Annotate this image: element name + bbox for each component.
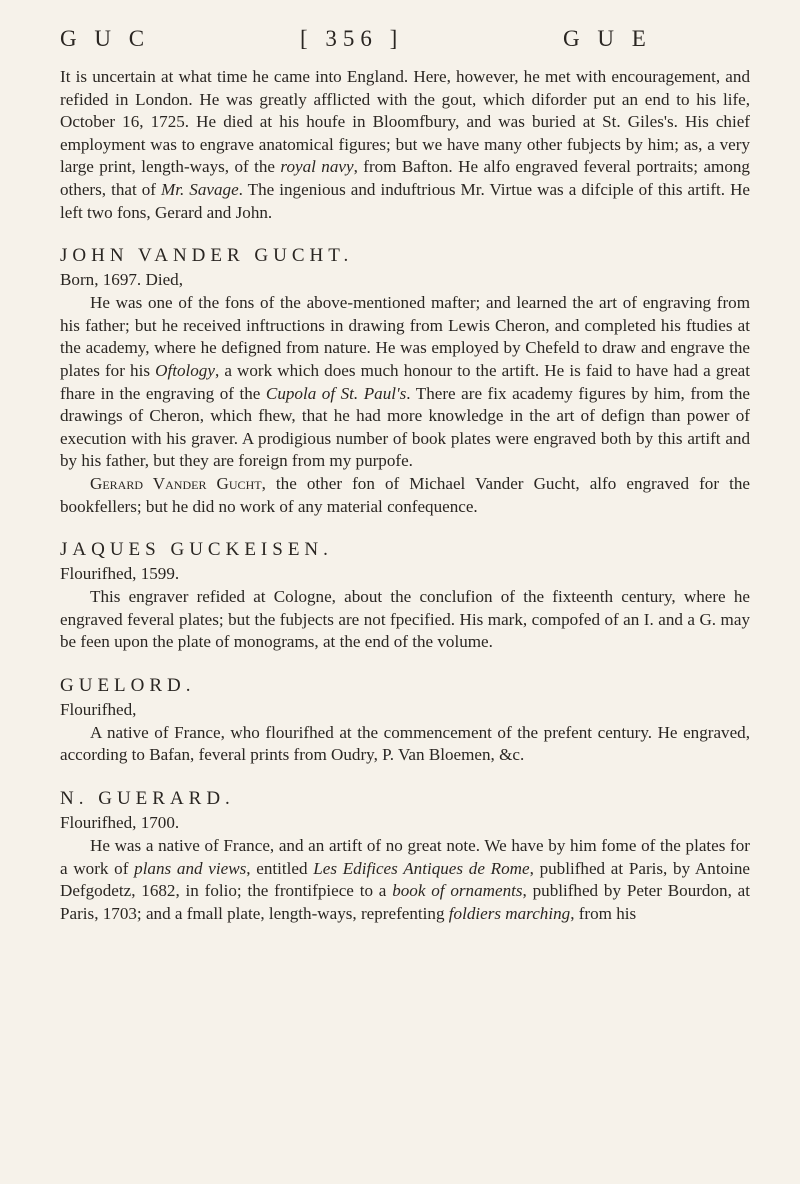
plans-views-title: plans and views	[134, 858, 247, 878]
osteology-title: Oftology	[155, 360, 215, 380]
entry-heading-jaques: JAQUES GUCKEISEN.	[60, 539, 333, 561]
header-left: G U C	[60, 26, 151, 51]
entry-text-john: He was one of the fons of the above-mentioned mafter; and learned the art of engraving from his father; but he received inftructions in drawing from Lewis Cheron, and completed his ftudies at the academy, where he defigned from nature. He was employed by Chefeld to draw and engrave the plates for his Oftology, a work which does much honour to the artift. He is faid to have had a great fhare in the engraving of the Cupola of St. Paul's. There are fix academy figures by him, from the drawings of Cheron, which fhew, that he had more knowledge in the art of defign than power of execution with his graver. A prodigious number of book plates were engraved both by this artift and by his father, but they are foreign from my purpofe.	[60, 293, 750, 471]
mr-savage-title: Mr. Savage	[161, 179, 239, 199]
entry-heading-john: JOHN VANDER GUCHT.	[60, 245, 354, 267]
ornaments-title: book of ornaments	[392, 881, 523, 901]
gerard-name: Gerard Vander Gucht	[90, 473, 262, 493]
entry-dates-john: Born, 1697. Died,	[60, 270, 183, 290]
intro-paragraph: It is uncertain at what time he came into England. Here, however, he met with encouragement, and refided in London. He was greatly afflicted with the gout, which diforder put an end to his life, October 16, 1725. He died at his houfe in Bloomfbury, and was buried at St. Giles's. His chief employment was to engrave anatomical figures; but we have many other fubjects by him; as, a very large print, length-ways, of the royal navy, from Bafton. He alfo engraved feveral portraits; among others, that of Mr. Savage. The ingenious and induftrious Mr. Virtue was a difciple of this artift. He left two fons, Gerard and John.	[60, 67, 751, 222]
soldiers-title: foldiers marching	[448, 903, 571, 923]
entry-dates-jaques: Flourifhed, 1599.	[60, 564, 180, 584]
page-number: [ 356 ]	[300, 26, 404, 51]
entry-text-guelord: A native of France, who flourifhed at the commencement of the prefent century. He engraved, according to Bafan, feveral prints from Oudry, P. Van Bloemen, &c.	[60, 722, 750, 765]
entry-text-guerard: He was a native of France, and an artift of no great note. We have by him fome of the plates for a work of plans and views, entitled Les Edifices Antiques de Rome, publifhed at Paris, by Antoine Defgodetz, 1682, in folio; the frontifpiece to a book of ornaments, publifhed by Peter Bourdon, at Paris, 1703; and a fmall plate, length-ways, reprefenting foldiers marching, from his	[60, 836, 751, 923]
entry-text-jaques: This engraver refided at Cologne, about the conclufion of the fixteenth century, where he engraved feveral plates; but the fubjects are not fpecified. His mark, compofed of an I. and a G. may be feen upon the plate of monograms, at the end of the volume.	[60, 587, 750, 652]
edifices-title: Les Edifices Antiques de Rome	[313, 858, 530, 878]
running-header	[0, 26, 800, 66]
royal-navy-title: royal navy	[280, 157, 354, 177]
header-right: G U E	[563, 26, 652, 51]
entry-dates-guerard: Flourifhed, 1700.	[60, 813, 180, 833]
cupola-title: Cupola of St. Paul's	[265, 383, 407, 403]
entry-heading-guerard: N. GUERARD.	[60, 788, 235, 810]
entry-text-gerard: Gerard Vander Gucht, the other fon of Michael Vander Gucht, alfo engraved for the bookfellers; but he did no work of any material confequence.	[60, 473, 750, 516]
entry-heading-guelord: GUELORD.	[60, 674, 196, 696]
page-body	[60, 66, 750, 925]
entry-dates-guelord: Flourifhed,	[60, 699, 137, 719]
